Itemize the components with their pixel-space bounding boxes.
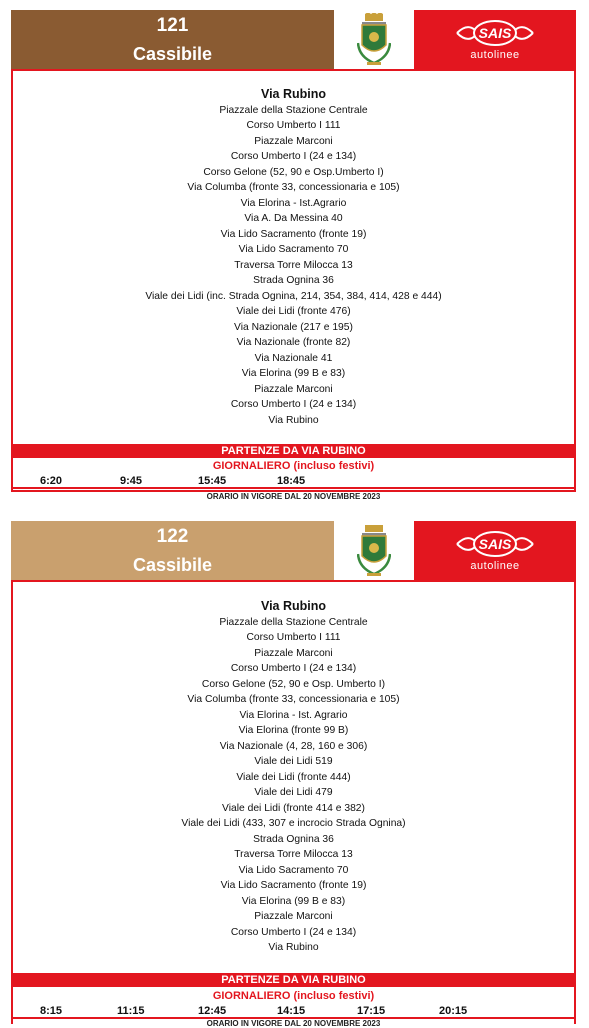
stop-item: Corso Umberto I (24 e 134) [230,926,357,938]
departure-times [11,475,576,489]
stop-item: Corso Umberto I 111 [246,632,341,643]
line-badge [11,10,334,69]
stop-item: Viale dei Lidi (fronte 444) [236,771,351,783]
sais-logo [414,10,576,69]
sais-logo-text: SAIS [478,24,512,41]
stop-item: Via Elorina (99 B e 83) [241,368,346,379]
stop-item: Via Rubino [268,414,319,426]
departure-time: 9:45 [120,475,143,487]
departure-time: 15:45 [198,475,227,487]
departure-time: 12:45 [198,1005,227,1017]
stop-item: Via Rubino [268,942,319,953]
stop-item: Piazzale della Stazione Centrale [219,616,368,628]
stop-item: Viale dei Lidi 479 [254,787,333,798]
stop-item: Via Columba (fronte 33, concessionaria e 105) [187,694,400,705]
stop-item: Piazzale Marconi [254,911,333,922]
stop-item: Corso Umberto I (24 e 134) [230,399,357,410]
city-crest-icon [334,521,414,580]
stop-item: Piazzale Marconi [254,647,333,659]
stop-item: Viale dei Lidi 519 [254,756,333,767]
stop-item: Piazzale Marconi [254,383,333,395]
card-header [11,521,576,582]
stop-item: Viale dei Lidi (fronte 414 e 382) [222,802,365,814]
stop-item: Via Elorina - Ist.Agrario [240,197,347,209]
sais-logo-icon [453,19,537,47]
stop-item: Corso Umberto I 111 [246,120,341,131]
sais-logo [414,521,576,580]
stop-item: Strada Ognina 36 [253,833,334,845]
valid-from-note: ORARIO IN VIGORE DAL 20 NOVEMBRE 2023 [206,492,381,501]
stop-list [11,599,576,956]
brand-subtitle: autolinee [470,559,520,572]
stop-items [11,103,576,429]
departures-header: PARTENZE DA VIA RUBINO [11,444,576,458]
city-crest-icon [334,10,414,69]
stop-list [11,87,576,428]
stop-item: Via Nazionale (217 e 195) [234,321,353,333]
stop-item: Corso Gelone (52, 90 e Osp. Umberto I) [201,678,386,690]
stop-list-title: Via Rubino [260,599,327,613]
stop-item: Corso Umberto I (24 e 134) [230,151,357,162]
stop-item: Piazzale della Stazione Centrale [219,104,368,116]
sais-logo-text: SAIS [478,535,512,552]
valid-from-note: ORARIO IN VIGORE DAL 20 NOVEMBRE 2023 [206,1019,381,1028]
departure-time: 18:45 [277,475,306,487]
departure-time: 8:15 [40,1005,63,1017]
stop-item: Piazzale Marconi [254,135,333,147]
stop-item: Traversa Torre Milocca 13 [234,849,353,860]
stop-item: Via Elorina - Ist. Agrario [239,709,348,721]
stop-item: Via Elorina (fronte 99 B) [238,725,349,736]
stop-item: Strada Ognina 36 [253,275,334,286]
stop-item: Via Elorina (99 B e 83) [241,895,346,907]
stop-item: Via Nazionale (4, 28, 160 e 306) [219,740,368,752]
stop-item: Via A. Da Messina 40 [244,213,343,224]
timetable-card-121 [11,10,576,501]
stop-item: Viale dei Lidi (fronte 476) [236,306,351,317]
timetable-card-122 [11,521,576,1028]
stop-item: Via Lido Sacramento (fronte 19) [220,228,367,240]
departure-time: 14:15 [277,1005,306,1017]
stop-item: Via Lido Sacramento 70 [238,864,349,876]
stop-list-title: Via Rubino [260,87,327,101]
sais-logo-icon [453,530,537,558]
departure-times [11,1005,576,1019]
line-name: Cassibile [132,43,213,64]
departure-time: 11:15 [117,1005,145,1017]
stop-items [11,615,576,956]
stop-item: Viale dei Lidi (433, 307 e incrocio Strada Ognina) [181,818,406,829]
card-header [11,10,576,71]
line-badge [11,521,334,580]
departure-time: 6:20 [40,475,63,487]
line-number: 122 [156,525,189,547]
stop-item: Via Lido Sacramento 70 [238,244,349,255]
stop-item: Corso Umberto I (24 e 134) [230,663,357,674]
stop-item: Via Columba (fronte 33, concessionaria e 105) [187,182,400,193]
departure-time: 20:15 [439,1005,468,1017]
stop-item: Via Nazionale (fronte 82) [236,337,351,348]
line-number: 121 [156,14,189,36]
brand-subtitle: autolinee [470,48,520,61]
stop-item: Corso Gelone (52, 90 e Osp.Umberto I) [203,166,384,178]
stop-item: Viale dei Lidi (inc. Strada Ognina, 214, 354, 384, 414, 428 e 444) [145,290,442,302]
stop-item: Traversa Torre Milocca 13 [234,259,353,271]
departure-time: 17:15 [357,1005,386,1017]
stop-item: Via Lido Sacramento (fronte 19) [220,880,367,891]
departures-header: PARTENZE DA VIA RUBINO [11,973,576,987]
line-name: Cassibile [132,554,213,575]
stop-item: Via Nazionale 41 [254,352,333,364]
schedule-type: GIORNALIERO (incluso festivi) [212,990,375,1002]
schedule-type: GIORNALIERO (incluso festivi) [212,460,375,472]
